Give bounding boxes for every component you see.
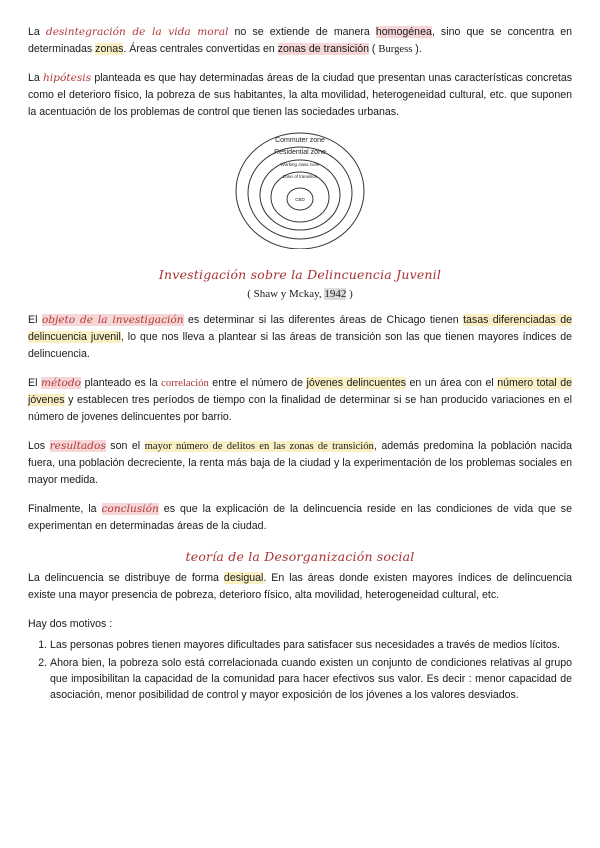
concentric-zones-diagram	[205, 129, 395, 249]
highlighted-year: 1942	[324, 288, 347, 300]
text: . En las áreas donde existen mayores índices de delincuencia existe una mayor presencia de pobreza, deterioro físico, alta movilidad, heterogeneidad cultural, etc.	[28, 572, 572, 601]
handwritten-term: conclusión	[101, 503, 159, 515]
text: , sino que se concentra en determinadas	[28, 26, 573, 55]
paragraph-two-reasons: Hay dos motivos :	[28, 618, 113, 630]
paragraph-intro	[28, 24, 572, 58]
text: El	[28, 314, 42, 326]
paragraph-method	[28, 375, 572, 426]
text: La delincuencia se distribuye de forma	[28, 572, 224, 584]
handwritten-term: resultados	[49, 440, 106, 452]
text: en un área con el	[406, 377, 498, 389]
highlighted-term: zonas	[95, 43, 124, 55]
handwritten-term: método	[40, 377, 82, 389]
label-residential-zone: Residential zone	[274, 149, 326, 156]
text: , lo que nos lleva a plantear si las áreas de transición son las que tienen mayores índices de delincuencia.	[28, 331, 572, 360]
text: no se extiende de manera	[228, 26, 376, 38]
label-commuter-zone: Commuter zone	[275, 137, 325, 144]
paragraph-conclusion	[28, 501, 572, 535]
text: El	[28, 377, 41, 389]
label-cbd: CBD	[295, 197, 305, 202]
section-title-social-disorganization: teoría de la Desorganización social	[185, 549, 415, 564]
handwritten-term: desintegración de la vida moral	[45, 26, 229, 38]
highlighted-term: número total de jóvenes	[28, 377, 573, 406]
list-item: 1. Las personas pobres tienen mayores dificultades para satisfacer sus necesidades a través de medios lícitos.	[50, 637, 572, 653]
emphasized-term: correlación	[161, 378, 209, 389]
text: Los	[28, 440, 50, 452]
text: . Áreas centrales convertidas en	[123, 43, 278, 55]
handwritten-term: hipótesis	[42, 72, 92, 84]
citation: Burgess	[378, 44, 413, 55]
section-citation	[28, 288, 572, 300]
paragraph-distribution	[28, 570, 572, 604]
text: entre el número de	[208, 377, 307, 389]
paragraph-results	[28, 438, 572, 489]
text: son el	[105, 440, 145, 452]
highlighted-term: tasas diferenciadas de delincuencia juvenil	[28, 314, 572, 343]
text: La	[28, 26, 46, 38]
paragraph-hypothesis	[28, 70, 572, 121]
text: es determinar si las diferentes áreas de Chicago tienen	[183, 314, 464, 326]
text: planteado es la	[81, 377, 162, 389]
highlighted-term: jóvenes delincuentes	[306, 377, 407, 389]
highlighted-term: mayor número de delitos en las zonas de transición	[144, 441, 374, 452]
text: (	[368, 43, 379, 55]
highlighted-term: homogénea	[375, 26, 432, 38]
highlighted-term: zonas de transición	[277, 43, 369, 55]
reasons-list	[28, 637, 572, 703]
text: Finalmente, la	[28, 503, 102, 515]
zone-ring-residential	[248, 147, 352, 239]
paragraph-objective	[28, 312, 572, 363]
section-title-juvenile-delinquency: Investigación sobre la Delincuencia Juvenil	[158, 267, 442, 282]
text: es que la explicación de la delincuencia reside en las condiciones de vida que se experimentan en determinadas áreas de la ciudad.	[28, 503, 572, 532]
label-working-zone: Working class zone	[280, 162, 320, 167]
list-item: 2. Ahora bien, la pobreza solo está correlacionada cuando existen un conjunto de condiciones relativas al grupo que imposibilitan la capacidad de la comunidad para hacer efectivos sus valor. Es decir : menor capacidad de asociación, menor posibilidad de control y mayor exposición de los jóvenes a los valores desviados.	[50, 655, 572, 703]
highlighted-term: desigual	[223, 572, 264, 584]
zone-ring-working	[260, 160, 340, 230]
text: ( Shaw y Mckay,	[247, 288, 325, 300]
text: , además predomina la población nacida fuera, una población decreciente, la renta más baja de la ciudad y la experimentación de los problemas sociales en mayor medida.	[28, 440, 572, 486]
text: planteada es que hay determinadas áreas de la ciudad que presentan unas características concretas como el deterioro físico, la pobreza de sus habitantes, la alta movilidad, heterogeneidad cultural, etc. que suponen la acentuación de los problemas de control que tienen las sociedades urbanas.	[28, 72, 573, 118]
text: La	[28, 72, 43, 84]
label-transition-zone: Zone of transition	[282, 174, 318, 179]
text: )	[346, 288, 353, 300]
text: ).	[412, 43, 422, 55]
text: y establecen tres períodos de tiempo con la finalidad de determinar si se han producido variaciones en el número de jovenes delincuentes por barrio.	[28, 394, 572, 423]
document-page	[28, 24, 572, 705]
handwritten-term: objeto de la investigación	[41, 314, 184, 326]
